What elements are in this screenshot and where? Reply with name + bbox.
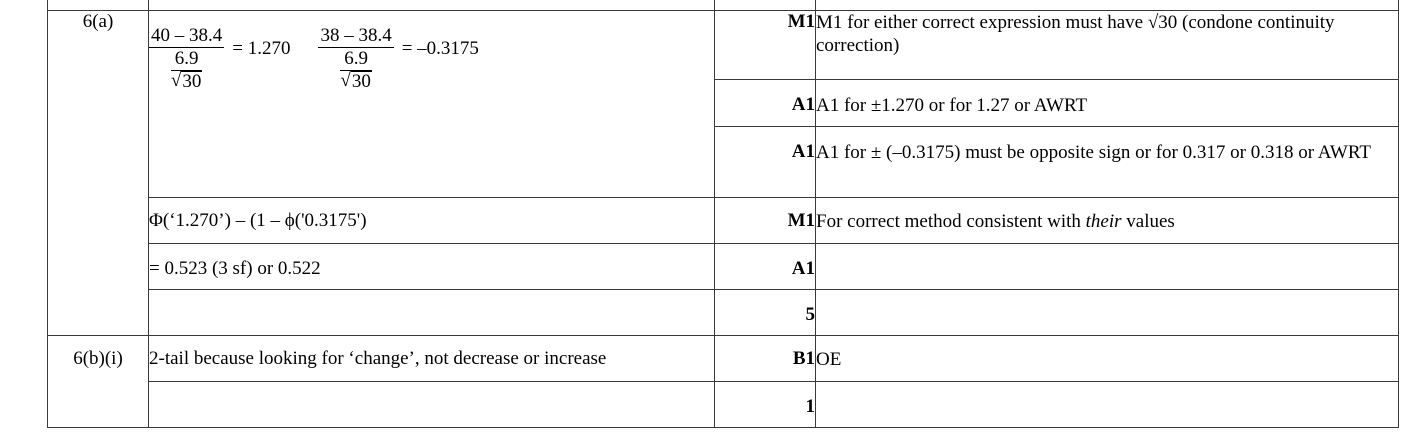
guidance-cell: A1 for ± (–0.3175) must be opposite sign or for 0.317 or 0.318 or AWRT bbox=[816, 127, 1399, 198]
radicand: 30 bbox=[182, 71, 202, 92]
z-result-1: = 1.270 bbox=[232, 38, 291, 59]
z-score-expressions bbox=[149, 25, 714, 92]
guidance-cell bbox=[816, 198, 1399, 244]
mark-cell: M1 bbox=[715, 198, 816, 244]
answer-cell: Φ(‘1.270’) – (1 – ϕ('0.3175') bbox=[149, 198, 715, 244]
mark-cell: A1 bbox=[715, 127, 816, 198]
answer-cell bbox=[149, 382, 715, 428]
question-number: 6(b)(i) bbox=[48, 336, 149, 428]
table-row bbox=[48, 290, 1399, 336]
guidance-cell bbox=[816, 244, 1399, 290]
table-row bbox=[48, 244, 1399, 290]
mark-cell: A1 bbox=[715, 244, 816, 290]
guidance-cell bbox=[816, 290, 1399, 336]
denominator-top: 6.9 bbox=[174, 48, 199, 69]
cell bbox=[48, 0, 149, 11]
cell bbox=[715, 0, 816, 11]
table-row bbox=[48, 11, 1399, 80]
table-row bbox=[48, 382, 1399, 428]
mark-scheme-table bbox=[47, 0, 1399, 428]
question-number: 6(a) bbox=[48, 11, 149, 336]
guidance-text: For correct method consistent with bbox=[816, 211, 1086, 232]
sqrt-expression bbox=[171, 71, 202, 92]
mark-cell: M1 bbox=[715, 11, 816, 80]
numerator: 38 – 38.4 bbox=[320, 25, 392, 46]
answer-cell: 2-tail because looking for ‘change’, not decrease or increase bbox=[149, 336, 715, 382]
sqrt-symbol: √ bbox=[340, 70, 351, 91]
table-row bbox=[48, 198, 1399, 244]
z-result-2: = –0.3175 bbox=[401, 38, 479, 59]
table-row bbox=[48, 0, 1399, 11]
table-row bbox=[48, 336, 1399, 382]
numerator: 40 – 38.4 bbox=[151, 25, 223, 46]
cell bbox=[816, 0, 1399, 11]
guidance-cell: A1 for ±1.270 or for 1.27 or AWRT bbox=[816, 80, 1399, 127]
denominator-top: 6.9 bbox=[344, 48, 368, 69]
guidance-text: values bbox=[1121, 211, 1175, 232]
answer-cell bbox=[149, 11, 715, 198]
answer-cell bbox=[149, 290, 715, 336]
total-mark-cell: 5 bbox=[715, 290, 816, 336]
mark-cell: B1 bbox=[715, 336, 816, 382]
z-fraction-2 bbox=[318, 25, 393, 92]
guidance-cell: OE bbox=[816, 336, 1399, 382]
sqrt-expression bbox=[340, 71, 371, 92]
guidance-emphasis: their bbox=[1085, 211, 1122, 232]
guidance-cell bbox=[816, 382, 1399, 428]
total-mark-cell: 1 bbox=[715, 382, 816, 428]
answer-cell: = 0.523 (3 sf) or 0.522 bbox=[149, 244, 715, 290]
mark-cell: A1 bbox=[715, 80, 816, 127]
radicand: 30 bbox=[351, 71, 371, 92]
sqrt-symbol: √ bbox=[170, 70, 182, 91]
z-fraction-1 bbox=[149, 25, 224, 92]
cell bbox=[149, 0, 715, 11]
guidance-cell: M1 for either correct expression must have √30 (condone continuity correction) bbox=[816, 11, 1399, 80]
